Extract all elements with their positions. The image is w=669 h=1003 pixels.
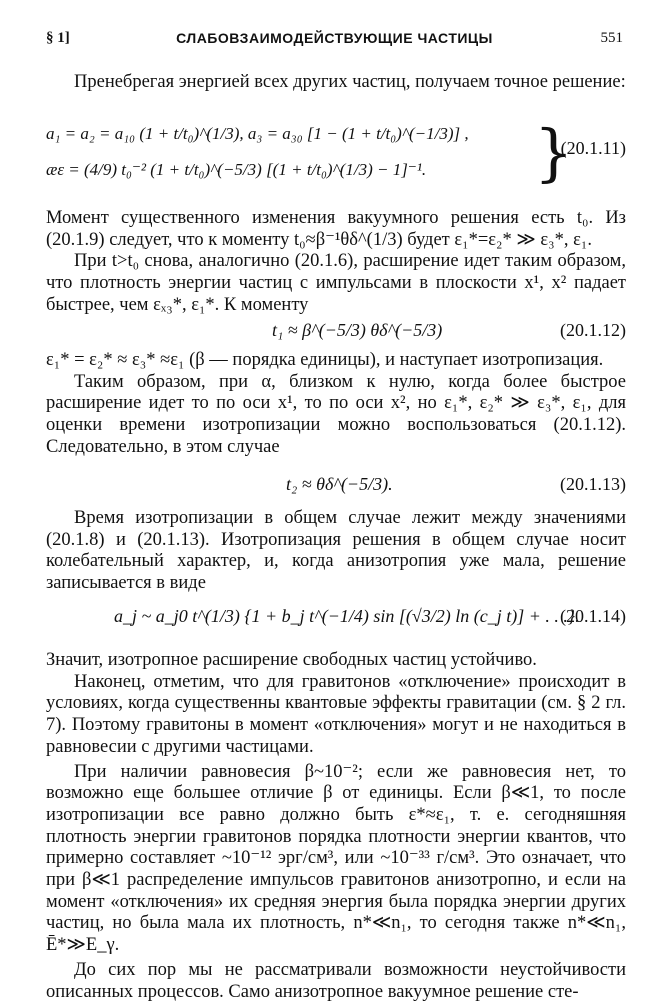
paragraph-block-4 bbox=[46, 650, 626, 1003]
equation-number: (20.1.14) bbox=[560, 606, 626, 626]
paragraph-text: Пренебрегая энергией всех других частиц, получаем точное решение: bbox=[74, 72, 626, 92]
equation-number: (20.1.11) bbox=[560, 138, 626, 158]
equation-expression: t₁ ≈ β^(−5/3) θδ^(−5/3) bbox=[272, 320, 443, 340]
running-title: СЛАБОВЗАИМОДЕЙСТВУЮЩИЕ ЧАСТИЦЫ bbox=[176, 30, 493, 46]
equation-expression: a_j ~ a_j0 t^(1/3) {1 + b_j t^(−1/4) sin [(√3/2) ln (c_j t)] + . . .}. bbox=[114, 606, 580, 626]
equation-20-1-12 bbox=[46, 320, 626, 348]
equation-20-1-11 bbox=[46, 118, 626, 188]
paragraph-text: Таким образом, при α, близком к нулю, когда более быстрое расширение идет то по оси x¹, то по оси x², но ε₁*, ε₂* ≫ ε₃*, ε₁, для оценки времени изотропизации можно воспользоваться (20.1.12). Следовательно, в этом случае bbox=[46, 371, 626, 457]
paragraph-block-1 bbox=[46, 208, 626, 317]
paragraph-intro bbox=[46, 72, 626, 94]
paragraph-block-3 bbox=[46, 508, 626, 595]
paragraph-text: При t>t₀ снова, аналогично (20.1.6), расширение идет таким образом, что плотность энергии частиц с импульсами в плоскости x¹, x² падает быстрее, чем εₓ₃*, ε₁*. К моменту bbox=[46, 251, 626, 315]
paragraph-text: Значит, изотропное расширение свободных частиц устойчиво. bbox=[46, 650, 537, 670]
equation-20-1-13 bbox=[46, 474, 626, 502]
right-brace: } bbox=[534, 116, 574, 189]
equation-line-1: a₁ = a₂ = a₁₀ (1 + t/t₀)^(1/3), a₃ = a₃₀ [1 − (1 + t/t₀)^(−1/3)] , bbox=[46, 124, 469, 143]
paragraph-block-2 bbox=[46, 350, 626, 459]
paragraph-text: При наличии равновесия β~10⁻²; если же равновесия нет, то возможно еще большее отличие β от единицы. Если β≪1, то после изотропизации все равно должно быть ε*≈ε₁, т. е. сегодняшняя плотность энергии гравитонов порядка плотности энергии квантов, что примерно составляет ~10⁻¹² эрг/см³, или ~10⁻³³ г/см³. Это означает, что при β≪1 распределение импульсов гравитонов анизотропно, и если на момент «отключения» их средняя энергия была порядка энергии других частиц, но была мала их плотность, n*≪n₁, то сегодня также n*≪n₁, Ē*≫E_γ. bbox=[46, 761, 626, 956]
paragraph-text: Время изотропизации в общем случае лежит между значениями (20.1.8) и (20.1.13). Изотропизация решения в общем случае носит колебательный характер, и, когда анизотропия уже мала, решение записывается в виде bbox=[46, 508, 626, 594]
equation-20-1-14 bbox=[46, 606, 626, 634]
equation-line-2: æε = (4/9) t₀⁻² (1 + t/t₀)^(−5/3) [(1 + t/t₀)^(1/3) − 1]⁻¹. bbox=[46, 160, 427, 179]
equation-number: (20.1.13) bbox=[560, 474, 626, 494]
section-marker: § 1] bbox=[46, 30, 70, 46]
paragraph-text: До сих пор мы не рассматривали возможности неустойчивости описанных процессов. Само анизотропное вакуумное решение сте- bbox=[46, 959, 626, 1002]
paragraph-text: Момент существенного изменения вакуумного решения есть t₀. Из (20.1.9) следует, что к моменту t₀≈β⁻¹θδ^(1/3) будет ε₁*=ε₂* ≫ ε₃*, ε₁. bbox=[46, 208, 626, 250]
page-number: 551 bbox=[600, 30, 623, 46]
equation-number: (20.1.12) bbox=[560, 320, 626, 340]
paragraph-text: ε₁* = ε₂* ≈ ε₃* ≈ε₁ (β — порядка единицы), и наступает изотропизация. bbox=[46, 350, 604, 370]
paragraph-text: Наконец, отметим, что для гравитонов «отключение» происходит в условиях, когда существенны квантовые эффекты гравитации (см. § 2 гл. 7). Поэтому гравитоны в момент «отключения» могут и не находиться в равновесии с другими частицами. bbox=[46, 671, 626, 757]
equation-expression: t₂ ≈ θδ^(−5/3). bbox=[286, 474, 393, 494]
